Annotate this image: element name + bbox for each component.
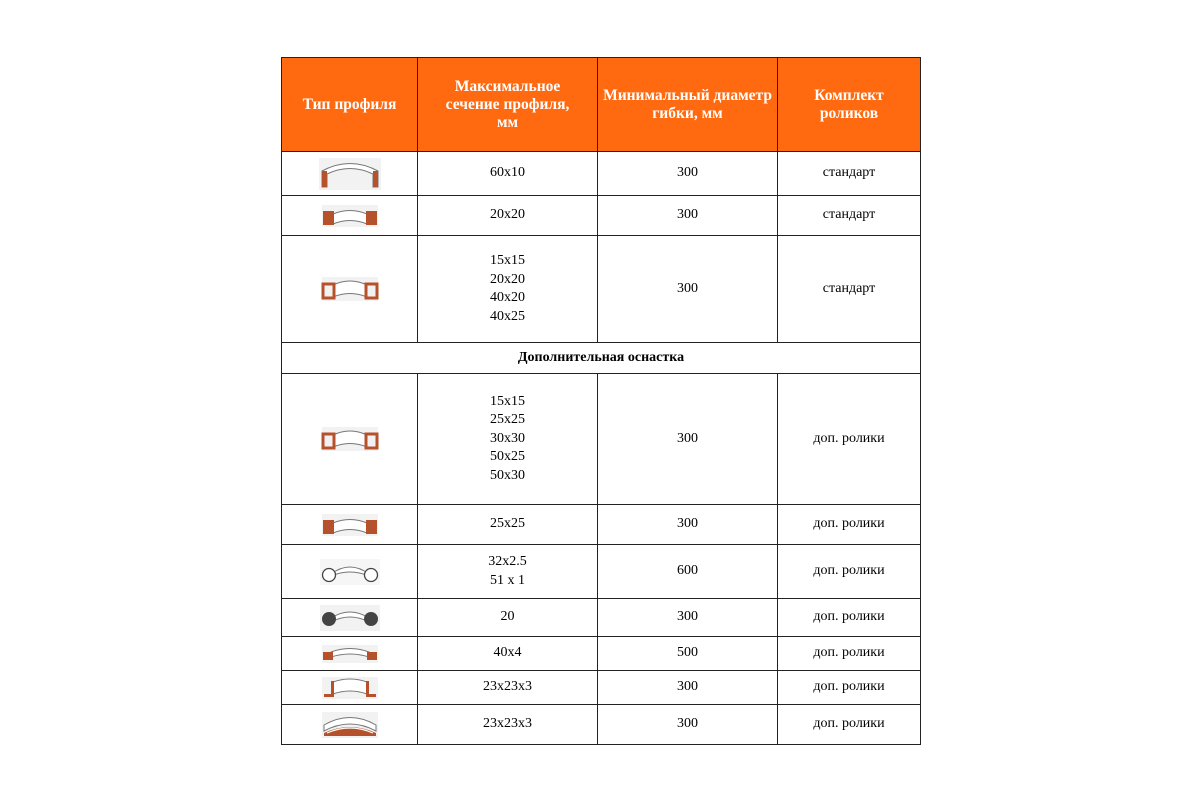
roller-set-cell: стандарт: [778, 196, 921, 236]
profile-cell: [282, 705, 418, 745]
section-size-cell: [418, 705, 598, 745]
header-roller-set: [778, 58, 921, 152]
roller-set-cell: доп. ролики: [778, 374, 921, 505]
min-diameter-cell: 300: [598, 505, 778, 545]
extra-rows: [282, 374, 921, 745]
header-max-section: [418, 58, 598, 152]
profile-cell: [282, 505, 418, 545]
section-title: Дополнительная оснастка: [282, 343, 921, 374]
table-row: [282, 505, 921, 545]
section-size-value: 50x30: [490, 467, 525, 483]
section-size-value: 60x10: [490, 165, 525, 181]
section-size-value: 25x25: [490, 516, 525, 532]
section-size-value: 20x20: [490, 271, 525, 287]
section-size-cell: [418, 545, 598, 599]
min-diameter-cell: 600: [598, 545, 778, 599]
profile-spec-table: [281, 57, 921, 745]
table-row: [282, 374, 921, 505]
min-diameter-cell: 300: [598, 236, 778, 343]
roller-set-cell: доп. ролики: [778, 505, 921, 545]
section-size-value: 32x2.5: [488, 554, 527, 569]
section-size-value: 23x23x3: [483, 679, 532, 695]
section-size-value: 50x25: [490, 449, 525, 465]
profile-cell: [282, 671, 418, 705]
min-diameter-cell: 300: [598, 599, 778, 637]
roller-set-cell: доп. ролики: [778, 671, 921, 705]
section-size-cell: [418, 152, 598, 196]
header-row: [282, 58, 921, 152]
square-bar-profile-icon: [282, 513, 417, 537]
section-size-value: 23x23x3: [483, 716, 532, 732]
table-row: [282, 599, 921, 637]
roller-set-cell: доп. ролики: [778, 545, 921, 599]
section-size-value: 20: [500, 609, 515, 625]
min-diameter-cell: 300: [598, 152, 778, 196]
roller-set-cell: доп. ролики: [778, 637, 921, 671]
table-row: [282, 637, 921, 671]
square-tube-profile-icon: [282, 426, 417, 452]
section-divider: [282, 343, 921, 374]
section-size-cell: [418, 196, 598, 236]
section-size-value: 25x25: [490, 412, 525, 428]
min-diameter-cell: 500: [598, 637, 778, 671]
flat-bar-profile-icon: [282, 157, 417, 191]
standard-rows: [282, 152, 921, 343]
section-size-cell: [418, 505, 598, 545]
profile-cell: [282, 637, 418, 671]
roller-set-cell: доп. ролики: [778, 705, 921, 745]
section-size-value: 15x15: [490, 393, 525, 409]
profile-cell: [282, 599, 418, 637]
section-size-value: 40x4: [493, 645, 522, 661]
table-row: [282, 705, 921, 745]
thin-flat-profile-icon: [282, 644, 417, 664]
angle-profile-icon: [282, 676, 417, 700]
min-diameter-cell: 300: [598, 196, 778, 236]
angle-inner-profile-icon: [282, 711, 417, 739]
table-row: [282, 236, 921, 343]
profile-cell: [282, 545, 418, 599]
roller-set-cell: доп. ролики: [778, 599, 921, 637]
round-tube-profile-icon: [282, 558, 417, 586]
profile-cell: [282, 374, 418, 505]
table-row: [282, 545, 921, 599]
section-row: [282, 343, 921, 374]
section-size-value: 40x25: [490, 308, 525, 324]
table-row: [282, 671, 921, 705]
min-diameter-cell: 300: [598, 374, 778, 505]
square-bar-profile-icon: [282, 204, 417, 228]
section-size-cell: [418, 374, 598, 505]
header-min-diameter-text: Минимальный диаметр гибки, мм: [603, 86, 772, 122]
section-size-cell: [418, 671, 598, 705]
header-min-diameter: [598, 58, 778, 152]
header-profile-type: Тип профиля: [282, 58, 418, 152]
profile-cell: [282, 236, 418, 343]
header-max-section-text: Максимальное сечение профиля, мм: [445, 77, 570, 131]
profile-cell: [282, 196, 418, 236]
min-diameter-cell: 300: [598, 705, 778, 745]
header-roller-set-text: Комплект роликов: [814, 86, 884, 122]
section-size-value: 40x20: [490, 290, 525, 305]
round-bar-profile-icon: [282, 604, 417, 632]
table-row: [282, 152, 921, 196]
min-diameter-cell: 300: [598, 671, 778, 705]
square-tube-profile-icon: [282, 276, 417, 302]
section-size-value: 20x20: [490, 207, 525, 223]
section-size-value: 15x15: [490, 253, 525, 268]
section-size-value: 30x30: [490, 430, 525, 446]
roller-set-cell: стандарт: [778, 152, 921, 196]
table-row: [282, 196, 921, 236]
profile-cell: [282, 152, 418, 196]
section-size-cell: [418, 236, 598, 343]
section-size-cell: [418, 637, 598, 671]
section-size-value: 51 x 1: [490, 572, 525, 588]
section-size-cell: [418, 599, 598, 637]
roller-set-cell: стандарт: [778, 236, 921, 343]
